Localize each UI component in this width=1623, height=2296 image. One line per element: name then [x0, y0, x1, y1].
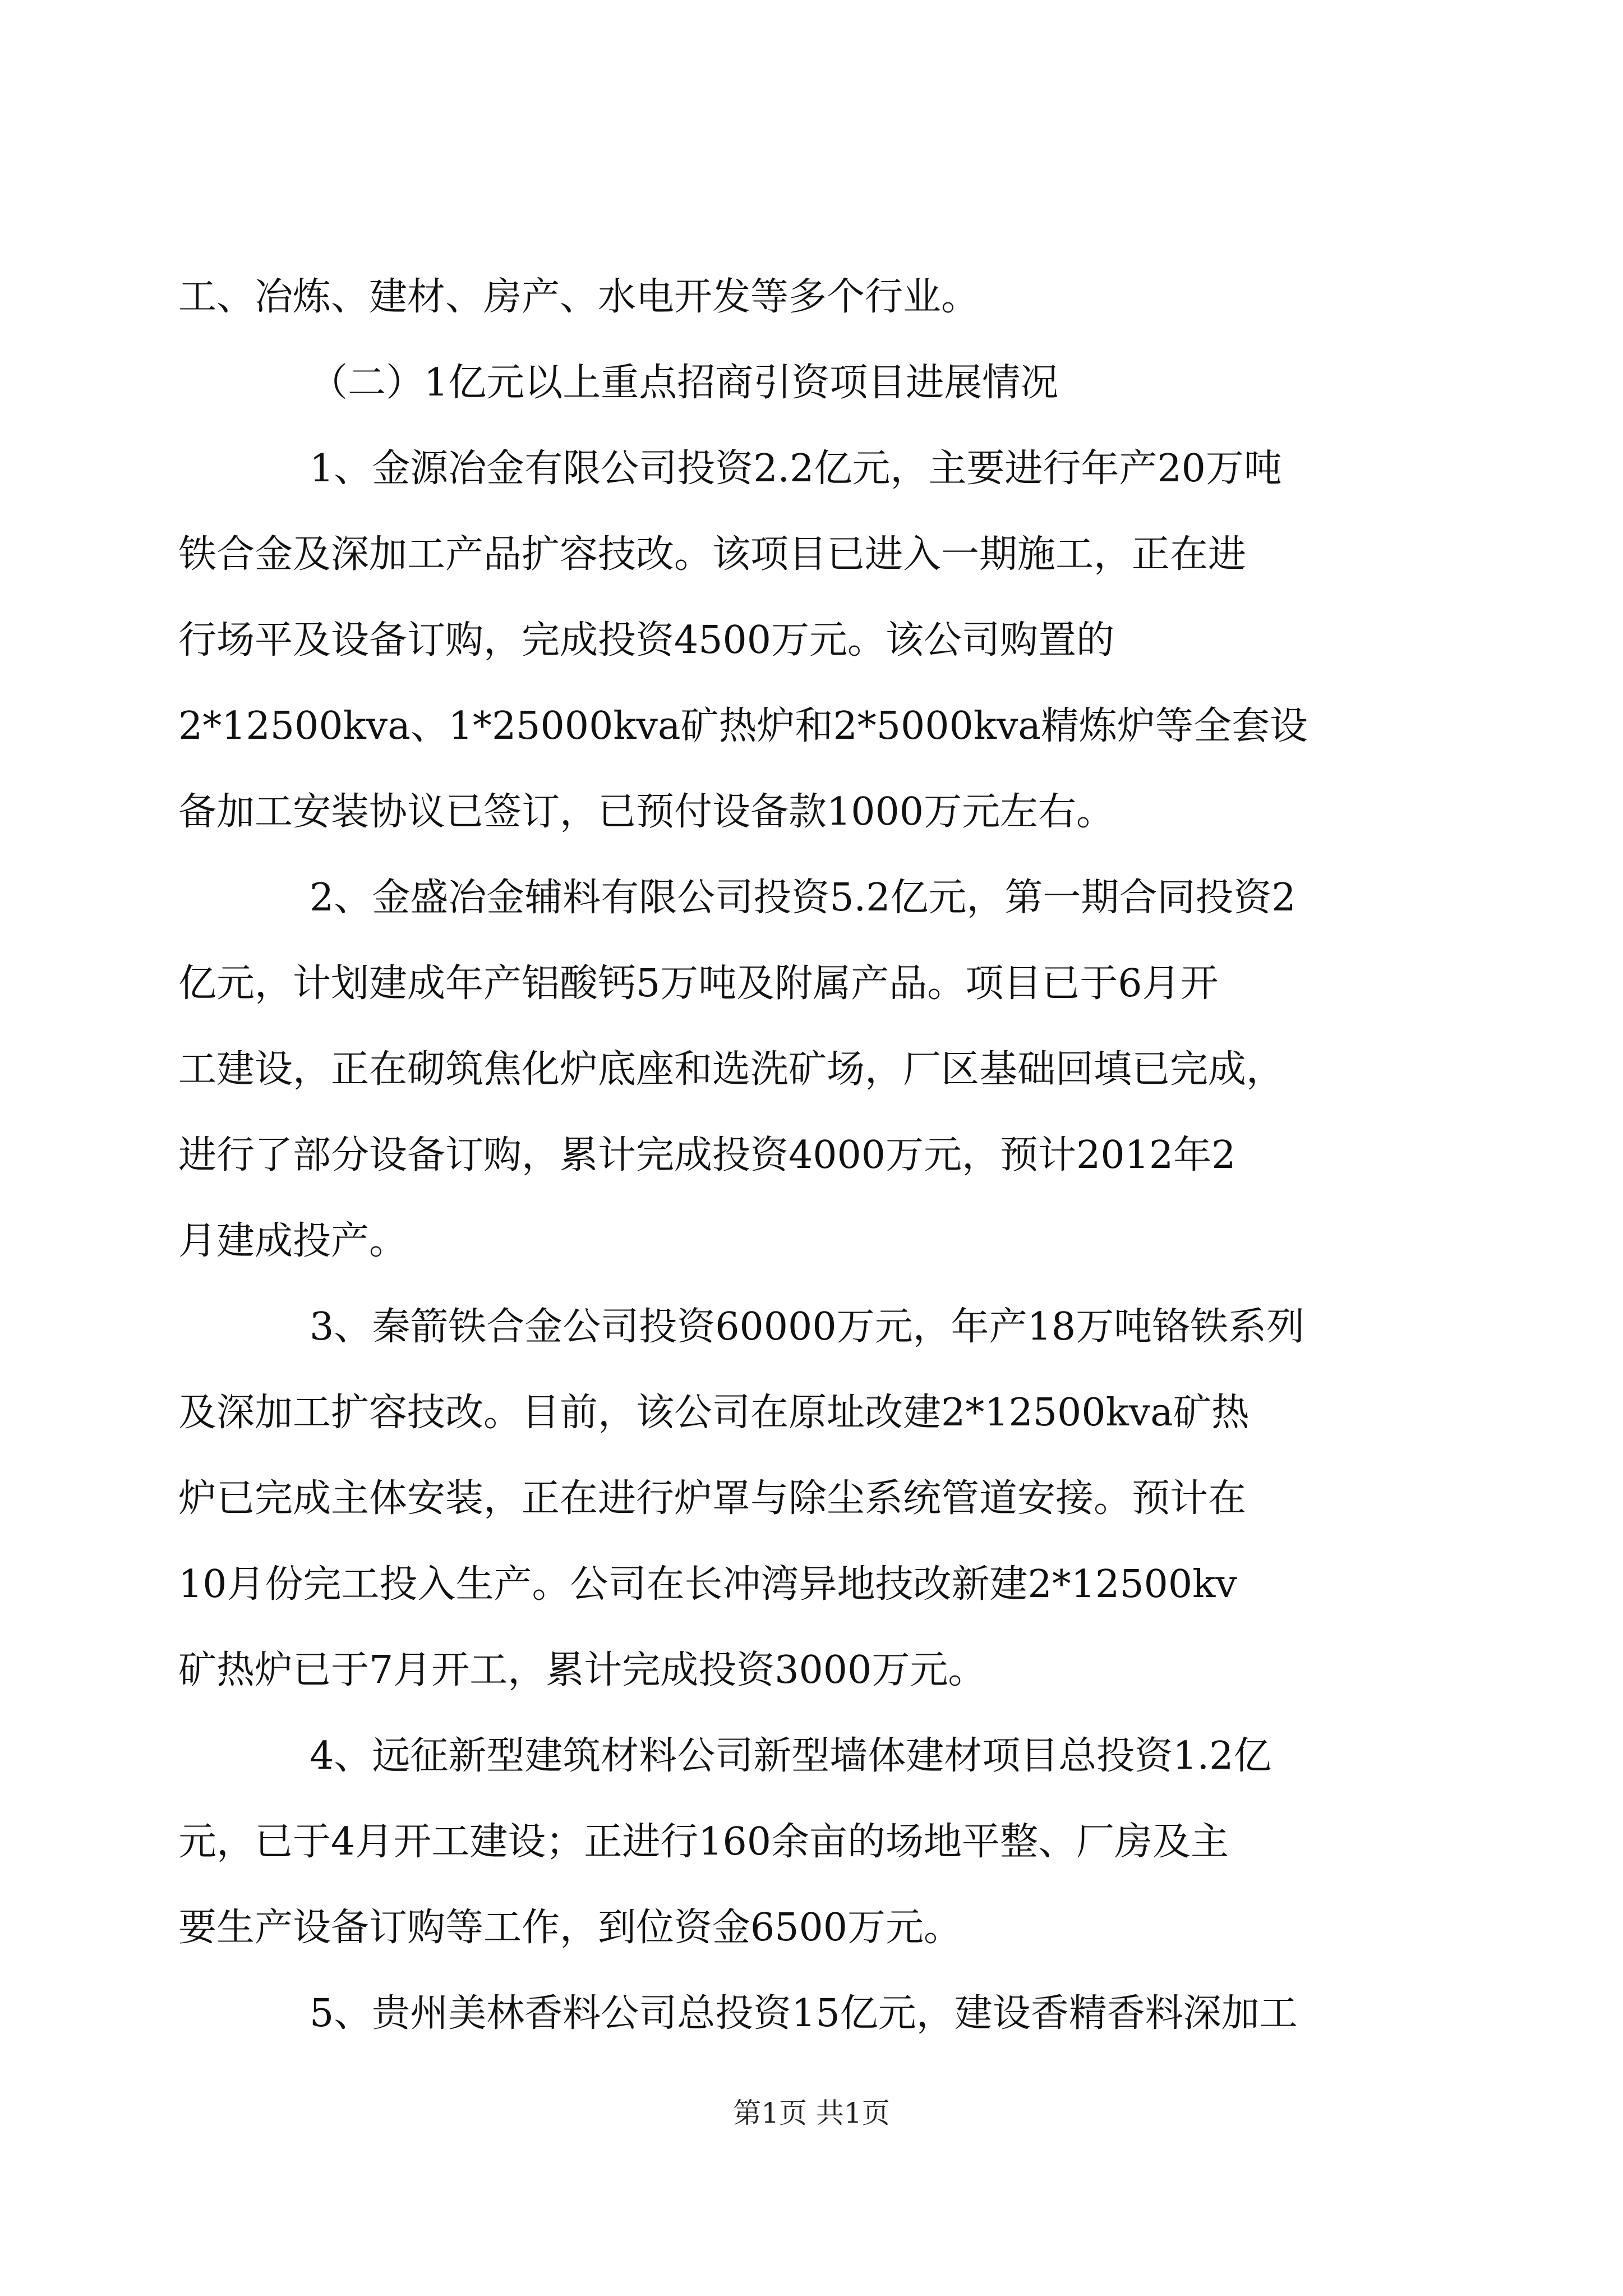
text-line: 备加工安装协议已签订，已预付设备款1000万元左右。	[178, 790, 1115, 834]
text-line: 及深加工扩容技改。目前，该公司在原址改建2*12500kva矿热	[178, 1391, 1249, 1435]
text-line: 4、远征新型建筑材料公司新型墙体建材项目总投资1.2亿	[310, 1734, 1272, 1778]
text-line: 1、金源冶金有限公司投资2.2亿元，主要进行年产20万吨	[310, 447, 1282, 491]
text-line: 亿元，计划建成年产铝酸钙5万吨及附属产品。项目已于6月开	[178, 961, 1219, 1006]
section-heading: （二）1亿元以上重点招商引资项目进展情况	[310, 361, 1059, 405]
text-line: 工、冶炼、建材、房产、水电开发等多个行业。	[178, 275, 980, 319]
text-line: 3、秦箭铁合金公司投资60000万元，年产18万吨铬铁系列	[310, 1305, 1305, 1349]
text-line: 进行了部分设备订购，累计完成投资4000万元，预计2012年2	[178, 1133, 1236, 1177]
text-line: 10月份完工投入生产。公司在长冲湾异地技改新建2*12500kv	[178, 1562, 1237, 1607]
text-line: 铁合金及深加工产品扩容技改。该项目已进入一期施工，正在进	[178, 532, 1247, 577]
text-line: 炉已完成主体安装，正在进行炉罩与除尘系统管道安接。预计在	[178, 1476, 1247, 1521]
text-line: 2*12500kva、1*25000kva矿热炉和2*5000kva精炼炉等全套设	[178, 704, 1308, 748]
page-footer: 第1页 共1页	[733, 2097, 890, 2129]
text-line: 矿热炉已于7月开工，累计完成投资3000万元。	[178, 1648, 986, 1692]
text-line: 工建设，正在砌筑焦化炉底座和选洗矿场，厂区基础回填已完成，	[178, 1047, 1285, 1092]
text-line: 元，已于4月开工建设；正进行160余亩的场地平整、厂房及主	[178, 1820, 1229, 1864]
text-line: 要生产设备订购等工作，到位资金6500万元。	[178, 1906, 962, 1950]
text-line: 月建成投产。	[178, 1219, 408, 1263]
text-line: 5、贵州美林香料公司总投资15亿元，建设香精香料深加工	[310, 1991, 1298, 2036]
text-line: 行场平及设备订购，完成投资4500万元。该公司购置的	[178, 618, 1115, 662]
text-line: 2、金盛冶金辅料有限公司投资5.2亿元，第一期合同投资2	[310, 876, 1296, 920]
